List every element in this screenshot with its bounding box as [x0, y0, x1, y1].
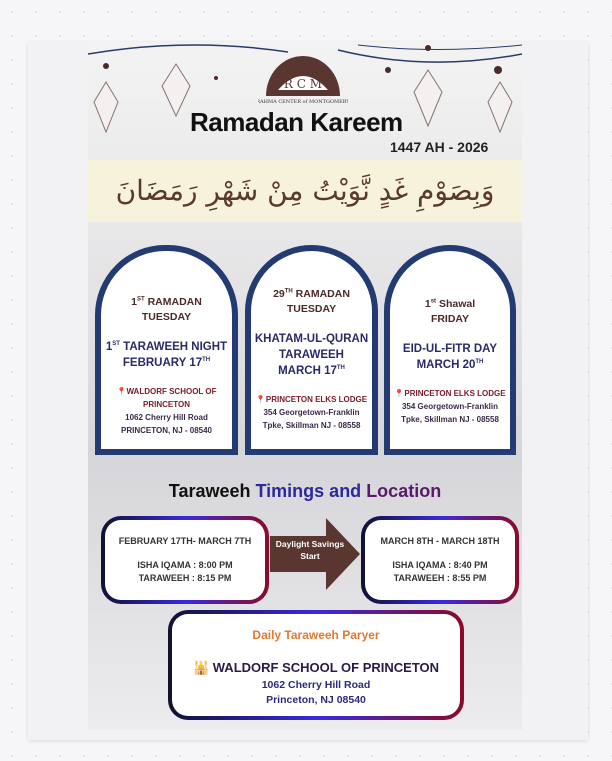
poster-title: Ramadan Kareem [190, 107, 403, 137]
pin-icon: 📍 [116, 387, 127, 396]
mosque-icon: 🕌 [192, 660, 210, 675]
timings-after-dst: MARCH 8TH - MARCH 18TH ISHA IQAMA : 8:40 PM TARAWEEH : 8:55 PM [361, 516, 519, 604]
pin-icon: 📍 [394, 389, 405, 398]
event-card-first-ramadan: 1ST RAMADAN TUESDAY 1ST TARAWEEH NIGHT FEBRUARY 17TH 📍WALDORF SCHOOL OF PRINCETON 1062 Cherry Hill Road PRINCETON, NJ - 08540 [95, 245, 238, 455]
hijri-year: 1447 AH - 2026 [390, 139, 489, 155]
svg-text:R C M: R C M [283, 77, 323, 91]
timings-before-dst: FEBRUARY 17TH- MARCH 7TH ISHA IQAMA : 8:00 PM TARAWEEH : 8:15 PM [101, 516, 269, 604]
daily-location-box: Daily Taraweeh Paryer 🕌 WALDORF SCHOOL OF PRINCETON 1062 Cherry Hill Road Princeton, NJ 08540 [168, 610, 464, 720]
pin-icon: 📍 [255, 395, 266, 404]
svg-text:RAHMA CENTER of MONTGOMERY: RAHMA CENTER of MONTGOMERY [258, 99, 348, 105]
ramadan-poster [88, 42, 522, 730]
rcm-logo [258, 42, 348, 106]
event-card-eid: 1st Shawal FRIDAY EID-UL-FITR DAY MARCH 20TH 📍PRINCETON ELKS LODGE 354 Georgetown-Franklin Tpke, Skillman NJ - 08558 [384, 245, 516, 455]
dst-arrow: Daylight Savings Start [270, 518, 360, 590]
arabic-dua: وَبِصَوْمِ غَدٍ نَّوَيْتُ مِنْ شَهْرِ رَمَضَانَ [88, 160, 522, 222]
timings-heading: Taraweeh Timings and Location [168, 481, 442, 501]
event-card-khatam: 29TH RAMADAN TUESDAY KHATAM-UL-QURAN TARAWEEH MARCH 17TH 📍PRINCETON ELKS LODGE 354 Georgetown-Franklin Tpke, Skillman NJ - 08558 [245, 245, 378, 455]
